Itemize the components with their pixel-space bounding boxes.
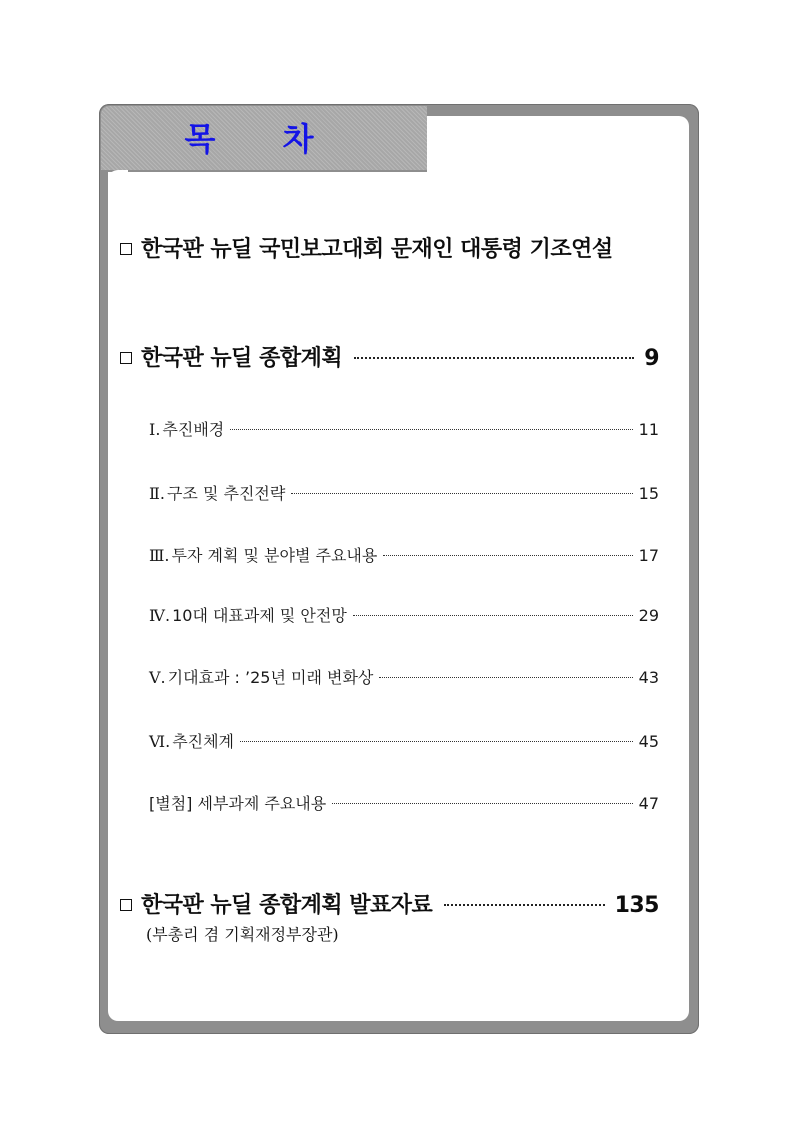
toc-subentry-label: 10대 대표과제 및 안전망 (172, 606, 347, 625)
dot-leader (383, 555, 632, 556)
dot-leader (332, 803, 632, 804)
toc-page-number: 135 (614, 893, 659, 918)
toc-subentry[interactable] (149, 481, 659, 504)
dot-leader (444, 904, 604, 906)
toc-subentry[interactable] (149, 603, 659, 626)
toc-subentry[interactable] (149, 791, 659, 814)
toc-page-number: 15 (638, 484, 659, 503)
toc-page-number: 17 (638, 546, 659, 565)
toc-entry-speech[interactable] (120, 232, 664, 263)
toc-subentry-label: [별첨] 세부과제 주요내용 (149, 794, 327, 813)
checkbox-bullet-icon (120, 352, 132, 364)
toc-page-number: 45 (638, 732, 659, 751)
toc-page-number: 29 (638, 606, 659, 625)
dot-leader (230, 429, 632, 430)
roman-numeral: Ⅲ. (149, 546, 170, 565)
dot-leader (354, 357, 634, 359)
toc-subentry-label: 구조 및 추진전략 (166, 484, 286, 503)
toc-page-number: 47 (638, 794, 659, 813)
roman-numeral: Ⅴ. (149, 668, 166, 687)
toc-entry-label: 한국판 뉴딜 종합계획 (141, 346, 343, 371)
toc-subentry-label: 추진체계 (172, 732, 235, 751)
toc-subentry[interactable] (149, 665, 659, 688)
toc-entry-plan[interactable] (120, 341, 659, 372)
roman-numeral: Ⅳ. (149, 606, 171, 625)
checkbox-bullet-icon (120, 899, 132, 911)
toc-subentry[interactable] (149, 417, 659, 440)
toc-entry-label: 한국판 뉴딜 종합계획 발표자료 (141, 893, 433, 918)
checkbox-bullet-icon (120, 243, 132, 255)
toc-entry-presentation[interactable] (120, 888, 659, 919)
toc-subentry-label: 투자 계획 및 분야별 주요내용 (171, 546, 378, 565)
dot-leader (240, 741, 633, 742)
dot-leader (353, 615, 633, 616)
dot-leader (291, 493, 632, 494)
toc-page-number: 9 (644, 346, 659, 371)
toc-subentry[interactable] (149, 543, 659, 566)
roman-numeral: Ⅱ. (149, 484, 165, 503)
toc-subentry-label: 기대효과 : ’25년 미래 변화상 (167, 668, 374, 687)
toc-subentry[interactable] (149, 729, 659, 752)
toc-page-number: 43 (638, 668, 659, 687)
presenter-note: (부총리 겸 기획재정부장관) (146, 925, 339, 944)
toc-subentry-label: 추진배경 (162, 420, 225, 439)
toc-entry-label: 한국판 뉴딜 국민보고대회 문재인 대통령 기조연설 (141, 237, 613, 262)
toc-page-number: 11 (638, 420, 659, 439)
dot-leader (379, 677, 632, 678)
page-title: 목 차 (184, 120, 316, 158)
roman-numeral: Ⅰ. (149, 420, 161, 439)
roman-numeral: Ⅵ. (149, 732, 171, 751)
panel-corner (108, 170, 128, 190)
